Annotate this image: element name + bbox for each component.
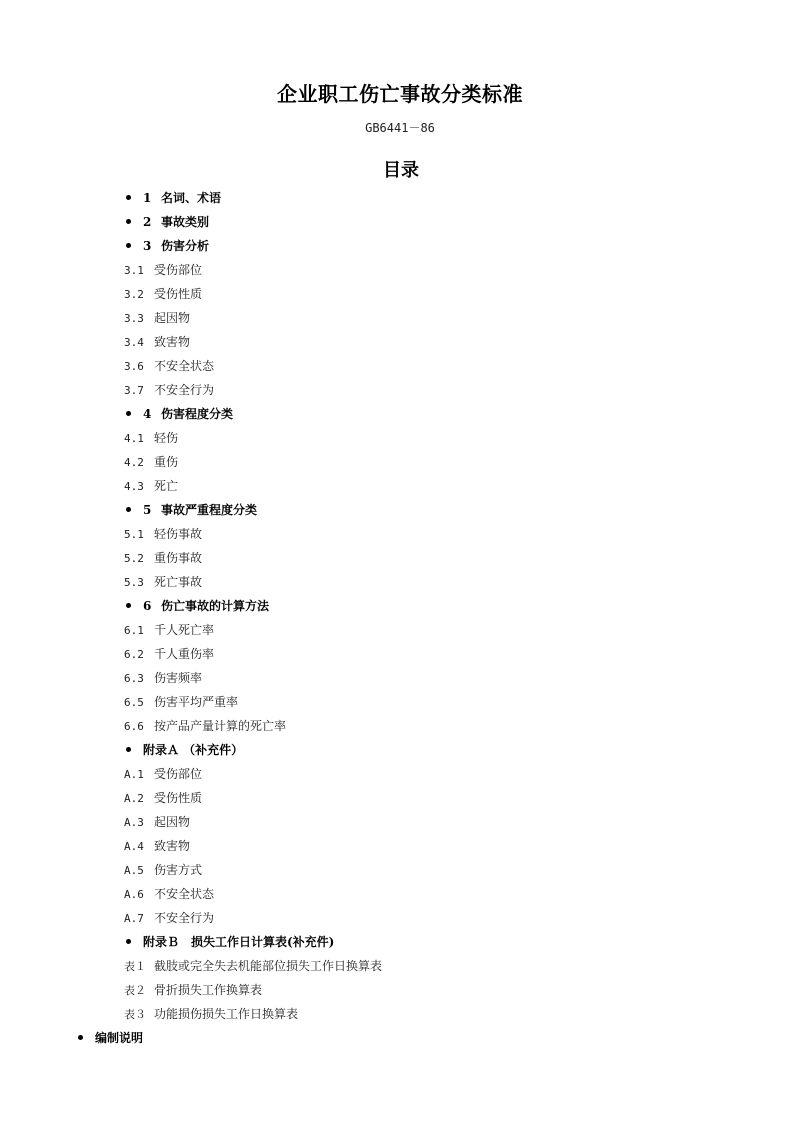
toc-item-number: 5.2 (124, 552, 144, 565)
toc-item[interactable] (124, 978, 262, 1002)
toc-item[interactable] (124, 522, 202, 546)
standard-code: GB6441－86 (365, 121, 435, 135)
toc-item[interactable] (124, 714, 286, 738)
toc-item[interactable] (124, 498, 257, 522)
toc-item[interactable] (124, 762, 202, 786)
toc-item[interactable] (124, 450, 178, 474)
bullet-icon (126, 507, 131, 512)
toc-item-label: 伤害平均严重率 (154, 695, 239, 709)
bullet-icon (126, 243, 131, 248)
toc-item-number: 表１ (124, 960, 146, 973)
toc-item[interactable] (124, 546, 202, 570)
toc-item-label: 千人重伤率 (154, 647, 215, 661)
toc-item-number: 5.3 (124, 576, 144, 589)
toc-item-number: 3.2 (124, 288, 144, 301)
toc-item-number: A.5 (124, 864, 144, 877)
toc-item-label: 骨折损失工作换算表 (154, 983, 263, 997)
toc-item[interactable] (124, 402, 233, 426)
bullet-icon (78, 1035, 83, 1040)
toc-item-label: 编制说明 (95, 1031, 144, 1045)
toc-item-number: 6.6 (124, 720, 144, 733)
toc-item-label: 名词、术语 (161, 191, 222, 205)
toc-heading: 目录 (383, 160, 419, 181)
toc-item-label: 附录Ｂ 损失工作日计算表(补充件) (143, 935, 335, 949)
toc-item[interactable] (124, 906, 214, 930)
toc-item[interactable] (124, 834, 190, 858)
toc-item-number: A.1 (124, 768, 144, 781)
toc-item-number: A.2 (124, 792, 144, 805)
toc-item-number: 6.3 (124, 672, 144, 685)
toc-item-number: 6.2 (124, 648, 144, 661)
toc-item-number: 表３ (124, 1008, 146, 1021)
toc-item-label: 不安全行为 (154, 383, 215, 397)
toc-item[interactable] (124, 570, 202, 594)
toc-item-label: 事故严重程度分类 (161, 503, 258, 517)
toc-item-label: 事故类别 (161, 215, 210, 229)
toc-item[interactable] (124, 426, 178, 450)
toc-item-label: 伤亡事故的计算方法 (161, 599, 270, 613)
toc-item[interactable] (124, 186, 221, 210)
toc-item[interactable] (124, 306, 190, 330)
toc-item-number: 3.4 (124, 336, 144, 349)
toc-item[interactable] (124, 1002, 298, 1026)
toc-item[interactable] (124, 666, 202, 690)
toc-item[interactable] (124, 330, 190, 354)
toc-item-number: 5 (143, 503, 152, 517)
toc-item[interactable] (124, 258, 202, 282)
toc-item[interactable] (124, 786, 202, 810)
toc-item-number: 表２ (124, 984, 146, 997)
toc-item-number: A.7 (124, 912, 144, 925)
toc-item-label: 重伤事故 (154, 551, 203, 565)
toc-item-label: 功能损伤损失工作日换算表 (154, 1007, 299, 1021)
toc-item-number: 6.5 (124, 696, 144, 709)
toc-item-label: 附录Ａ （补充件） (143, 743, 244, 757)
toc-item-number: 3.6 (124, 360, 144, 373)
toc-item-number: 3 (143, 239, 152, 253)
toc-item[interactable] (124, 354, 214, 378)
toc-item-number: A.3 (124, 816, 144, 829)
toc-item-label: 重伤 (154, 455, 179, 469)
toc-item-label: 不安全状态 (154, 887, 215, 901)
toc-item-number: 1 (143, 191, 152, 205)
toc-item-label: 伤害分析 (161, 239, 210, 253)
toc-item-number: 4.1 (124, 432, 144, 445)
bullet-icon (126, 411, 131, 416)
toc-item-number: 3.7 (124, 384, 144, 397)
bullet-icon (126, 219, 131, 224)
toc-item[interactable] (124, 810, 190, 834)
toc-item[interactable] (124, 594, 269, 618)
toc-item-label: 不安全行为 (154, 911, 215, 925)
toc-item-number: 3.3 (124, 312, 144, 325)
bullet-icon (126, 939, 131, 944)
toc-item[interactable] (124, 210, 209, 234)
toc-item-number: 4.3 (124, 480, 144, 493)
toc-item-label: 死亡 (154, 479, 179, 493)
toc-item-number: 6 (143, 599, 152, 613)
toc-item-label: 致害物 (154, 839, 191, 853)
toc-item[interactable] (124, 954, 382, 978)
toc-item-label: 起因物 (154, 311, 191, 325)
toc-item-label: 死亡事故 (154, 575, 203, 589)
toc-item-label: 受伤性质 (154, 287, 203, 301)
toc-item-label: 受伤部位 (154, 767, 203, 781)
toc-item[interactable] (124, 378, 214, 402)
toc-item[interactable] (124, 738, 243, 762)
toc-item-label: 受伤部位 (154, 263, 203, 277)
toc-item-label: 伤害频率 (154, 671, 203, 685)
toc-item-number: 6.1 (124, 624, 144, 637)
toc-item-label: 伤害程度分类 (161, 407, 234, 421)
toc-item-number: 2 (143, 215, 152, 229)
toc-item-label: 截肢或完全失去机能部位损失工作日换算表 (154, 959, 383, 973)
bullet-icon (126, 747, 131, 752)
toc-item[interactable] (124, 474, 178, 498)
toc-item[interactable] (124, 234, 209, 258)
toc-item-number: 5.1 (124, 528, 144, 541)
toc-item[interactable] (124, 690, 238, 714)
toc-item[interactable] (124, 642, 214, 666)
toc-item-label: 轻伤事故 (154, 527, 203, 541)
toc-item[interactable] (76, 1026, 143, 1050)
toc-item-label: 伤害方式 (154, 863, 203, 877)
bullet-icon (126, 195, 131, 200)
bullet-icon (126, 603, 131, 608)
toc-item[interactable] (124, 930, 334, 954)
toc-item-number: A.6 (124, 888, 144, 901)
toc-item[interactable] (124, 858, 202, 882)
toc-item-label: 千人死亡率 (154, 623, 215, 637)
toc-item-label: 致害物 (154, 335, 191, 349)
toc-item-label: 受伤性质 (154, 791, 203, 805)
document-title: 企业职工伤亡事故分类标准 (277, 82, 523, 106)
toc-item-label: 起因物 (154, 815, 191, 829)
toc-item-number: 4 (143, 407, 152, 421)
toc-item[interactable] (124, 618, 214, 642)
toc-item[interactable] (124, 882, 214, 906)
toc-item[interactable] (124, 282, 202, 306)
toc-item-number: 3.1 (124, 264, 144, 277)
toc-item-number: 4.2 (124, 456, 144, 469)
toc-item-number: A.4 (124, 840, 144, 853)
toc-item-label: 按产品产量计算的死亡率 (154, 719, 287, 733)
toc-item-label: 不安全状态 (154, 359, 215, 373)
toc-item-label: 轻伤 (154, 431, 179, 445)
